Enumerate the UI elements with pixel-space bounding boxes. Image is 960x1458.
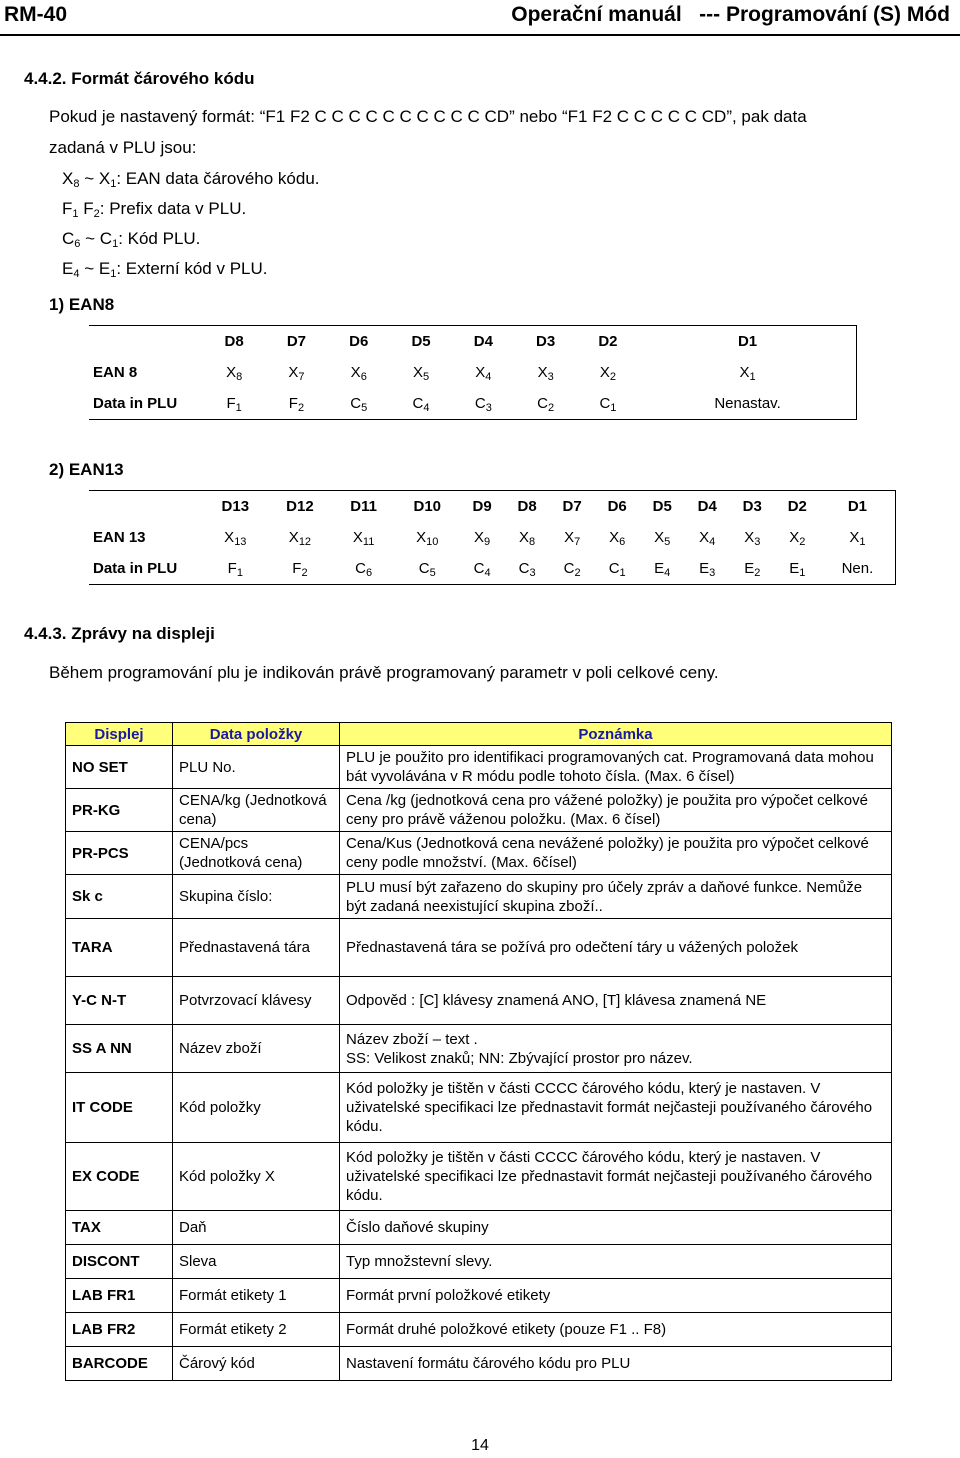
row-label: Data in PLU [93,395,178,412]
digit-cell: $X_{10}$ [416,529,439,548]
data-item: Kód položky X [173,1143,340,1211]
digit-cell: $C_5$ [350,395,368,414]
digit-header: D4 [697,498,717,515]
section-title-barcode: 4.4.2. Formát čárového kódu [24,69,255,88]
data-item: PLU No. [173,746,340,789]
data-item: Daň [173,1211,340,1245]
data-item: Název zboží [173,1025,340,1073]
note-text: Název zboží – text . SS: Velikost znaků; NN: Zbývající prostor pro název. [340,1025,892,1073]
digit-cell: $X_3$ [537,364,554,383]
message-row [66,919,892,977]
digit-cell: $X_4$ [699,529,716,548]
digit-header: D11 [350,498,377,515]
digit-cell: $F_2$ [292,560,308,579]
digit-cell: $X_4$ [475,364,492,383]
note-text: Kód položky je tištěn v části CCCC čárového kódu, který je nastaven. V uživatelské specifikaci lze přednastavit formát nejčasteji používaného čárového kódu. [340,1073,892,1143]
message-row [66,1143,892,1211]
digit-header: D5 [652,498,672,515]
note-text: Formát první položkové etikety [340,1279,892,1313]
data-item: CENA/pcs (Jednotková cena) [173,832,340,875]
ean13-table [89,490,896,585]
column-header: Poznámka [340,723,892,746]
digit-header: D13 [221,498,250,515]
section-title-messages: 4.4.3. Zprávy na displeji [24,624,215,643]
digit-header: D6 [349,333,369,350]
digit-cell: $X_6$ [609,529,626,548]
display-code: LAB FR1 [66,1279,173,1313]
data-item: Čárový kód [173,1347,340,1381]
digit-cell: $C_1$ [599,395,617,414]
digit-cell: $C_3$ [474,395,492,414]
digit-cell: $E_1$ [789,560,806,579]
display-code: Sk c [66,875,173,919]
digit-header: D7 [562,498,582,515]
display-code: Y-C N-T [66,977,173,1025]
digit-header: D9 [472,498,492,515]
row-label: Data in PLU [93,560,178,577]
ean8-table [89,325,857,420]
digit-cell: $C_1$ [608,560,626,579]
digit-header: D1 [737,333,758,350]
digit-cell: $X_9$ [474,529,491,548]
digit-cell: $C_3$ [518,560,536,579]
digit-header: D12 [286,498,314,515]
digit-header: D3 [536,333,556,350]
digit-header: D8 [517,498,537,515]
digit-cell: Nen. [841,560,874,577]
note-text: Typ množstevní slevy. [340,1245,892,1279]
data-item: CENA/kg (Jednotková cena) [173,789,340,832]
definition-line: $F_1$ $F_2$: Prefix data v PLU. [62,199,247,220]
digit-cell: $F_1$ [227,560,243,579]
row-label: EAN 13 [93,529,146,546]
digit-cell: $E_2$ [744,560,761,579]
digit-header: D7 [286,333,307,350]
intro-text: Pokud je nastavený formát: “F1 F2 C C C C C C C C C C CD” nebo “F1 F2 C C C C C CD”, pak data [49,107,807,126]
model-name: RM-40 [4,3,68,26]
digit-cell: $C_5$ [418,560,436,579]
definition-line: $C_6$ ~ $C_1$: Kód PLU. [62,229,201,250]
digit-cell: $X_2$ [599,364,616,383]
message-row [66,1073,892,1143]
digit-cell: $X_3$ [744,529,761,548]
digit-cell: $C_6$ [355,560,373,579]
page-number: 14 [471,1437,489,1454]
digit-cell: $X_6$ [350,364,367,383]
digit-cell: $X_{12}$ [288,529,312,548]
message-row [66,1211,892,1245]
manual-title: Operační manuál --- Programování (S) Mód [511,3,950,26]
digit-cell: $F_1$ [226,395,242,414]
message-row [66,789,892,832]
display-code: TAX [66,1211,173,1245]
note-text: Kód položky je tištěn v části CCCC čárového kódu, který je nastaven. V uživatelské specifikaci lze přednastavit formát nejčasteji používaného čárového kódu. [340,1143,892,1211]
digit-cell: $C_4$ [412,395,430,414]
message-row [66,1279,892,1313]
digit-cell: $X_7$ [288,364,305,383]
display-messages-table [65,722,892,1381]
digit-cell: $E_4$ [654,560,671,579]
digit-cell: $X_8$ [519,529,536,548]
note-text: PLU musí být zařazeno do skupiny pro účely zpráv a daňové funkce. Nemůže být zadaná neexistující skupina zboží.. [340,875,892,919]
digit-cell: $C_2$ [563,560,581,579]
intro-text-2: zadaná v PLU jsou: [49,138,197,157]
digit-header: D3 [742,498,762,515]
digit-cell: $E_3$ [699,560,716,579]
digit-cell: Nenastav. [714,395,781,412]
digit-cell: $X_1$ [849,529,866,548]
data-item: Sleva [173,1245,340,1279]
messages-intro: Během programování plu je indikován právě programovaný parametr v poli celkové ceny. [49,663,719,682]
digit-cell: $X_{11}$ [352,529,375,548]
digit-cell: $X_7$ [564,529,581,548]
digit-header: D5 [411,333,431,350]
message-row [66,1313,892,1347]
data-item: Kód položky [173,1073,340,1143]
digit-cell: $C_4$ [473,560,491,579]
display-code: TARA [66,919,173,977]
display-code: DISCONT [66,1245,173,1279]
message-row [66,1025,892,1073]
display-code: BARCODE [66,1347,173,1381]
display-code: PR-PCS [66,832,173,875]
display-code: LAB FR2 [66,1313,173,1347]
note-text: Přednastavená tára se požívá pro odečtení táry u vážených položek [340,919,892,977]
digit-cell: $X_{13}$ [224,529,247,548]
digit-header: D2 [598,333,618,350]
digit-header: D10 [413,498,442,515]
digit-header: D4 [473,333,493,350]
definition-line: $E_4$ ~ $E_1$: Externí kód v PLU. [62,259,268,280]
digit-cell: $X_1$ [739,364,756,383]
digit-cell: $X_5$ [654,529,671,548]
digit-header: D1 [847,498,867,515]
note-text: Odpověd : [C] klávesy znamená ANO, [T] klávesa znamená NE [340,977,892,1025]
data-item: Potvrzovací klávesy [173,977,340,1025]
data-item: Skupina číslo: [173,875,340,919]
display-code: SS A NN [66,1025,173,1073]
display-code: PR-KG [66,789,173,832]
digit-header: D2 [787,498,807,515]
display-code: NO SET [66,746,173,789]
page-header [0,0,960,36]
display-code: EX CODE [66,1143,173,1211]
note-text: Číslo daňové skupiny [340,1211,892,1245]
display-code: IT CODE [66,1073,173,1143]
data-item: Přednastavená tára [173,919,340,977]
ean8-title: 1) EAN8 [49,295,115,314]
message-row [66,832,892,875]
message-row [66,1347,892,1381]
message-row [66,875,892,919]
digit-cell: $X_8$ [226,364,243,383]
digit-cell: $X_5$ [412,364,430,383]
note-text: Cena /kg (jednotková cena pro vážené položky) je použita pro výpočet celkové ceny pro právě váženou položku. (Max. 6 čísel) [340,789,892,832]
column-header: Displej [66,723,173,746]
ean13-title: 2) EAN13 [49,460,124,479]
message-row [66,977,892,1025]
digit-cell: $X_2$ [789,529,806,548]
column-header: Data položky [173,723,340,746]
row-label: EAN 8 [93,364,138,381]
note-text: Cena/Kus (Jednotková cena nevážené položky) je použita pro výpočet celkové ceny podle množství. (Max. 6čísel) [340,832,892,875]
message-row [66,746,892,789]
data-item: Formát etikety 1 [173,1279,340,1313]
digit-cell: $F_2$ [288,395,305,414]
note-text: Nastavení formátu čárového kódu pro PLU [340,1347,892,1381]
note-text: Formát druhé položkové etikety (pouze F1 .. F8) [340,1313,892,1347]
digit-cell: $C_2$ [537,395,555,414]
note-text: PLU je použito pro identifikaci programovaných cat. Programovaná data mohou bát vyvolávána v R módu podle tohoto čísla. (Max. 6 čísel) [340,746,892,789]
definition-line: $X_8$ ~ $X_1$: EAN data čárového kódu. [62,169,320,190]
digit-header: D6 [607,498,627,515]
data-item: Formát etikety 2 [173,1313,340,1347]
message-row [66,1245,892,1279]
digit-header: D8 [224,333,244,350]
